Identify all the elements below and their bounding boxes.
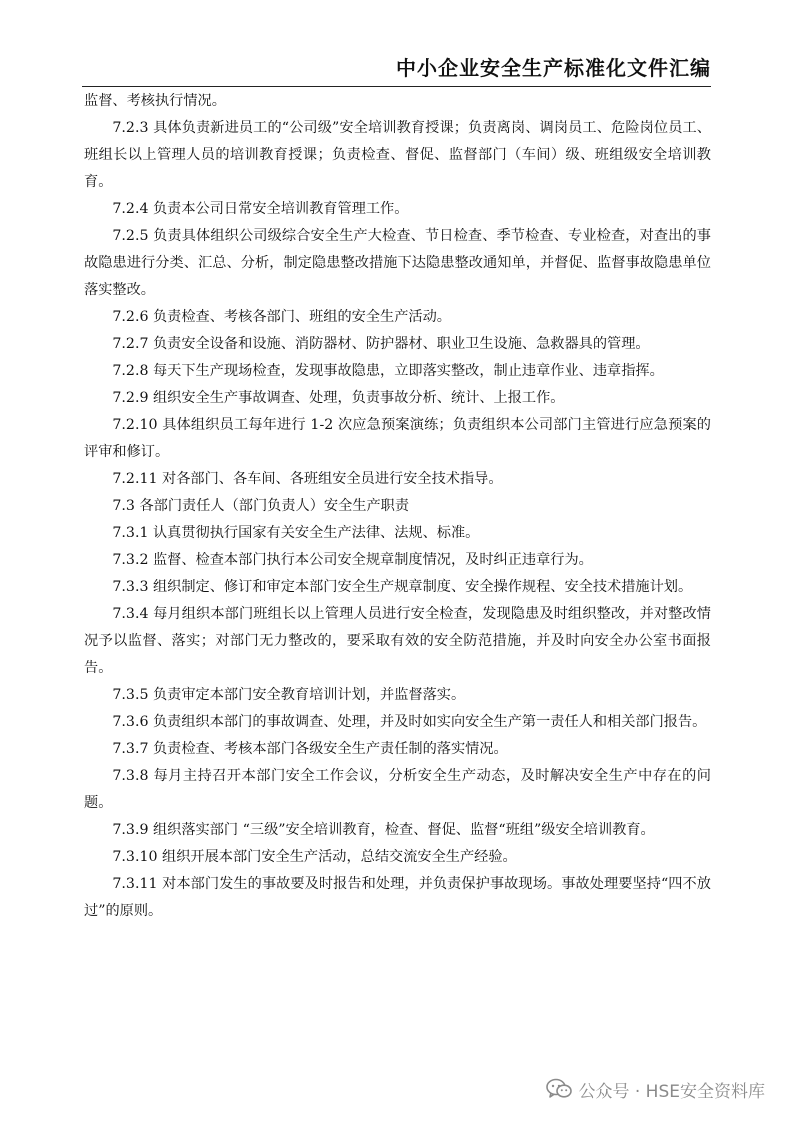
wechat-icon <box>546 1078 572 1100</box>
page-header <box>82 54 711 87</box>
paragraph-7-2-3: 7.2.3 具体负责新进员工的“公司级”安全培训教育授课；负责离岗、调岗员工、危险岗位员工、班组长以上管理人员的培训教育授课；负责检查、督促、监督部门（车间）级、班组级安全培训教育。 <box>84 120 711 190</box>
document-body <box>84 88 711 925</box>
paragraph-7-3-2: 7.3.2 监督、检查本部门执行本公司安全规章制度情况，及时纠正违章行为。 <box>112 552 593 568</box>
paragraph-7-3-11: 7.3.11 对本部门发生的事故要及时报告和处理，并负责保护事故现场。事故处理要坚持“四不放过”的原则。 <box>84 876 711 919</box>
watermark <box>546 1075 765 1103</box>
paragraph-7-2-9: 7.2.9 组织安全生产事故调查、处理，负责事故分析、统计、上报工作。 <box>112 390 565 406</box>
section-heading-7-3: 7.3 各部门责任人（部门负责人）安全生产职责 <box>112 498 410 514</box>
watermark-text: 公众号 · HSE安全资料库 <box>578 1081 765 1102</box>
paragraph-7-3-9: 7.3.9 组织落实部门 “三级”安全培训教育，检查、督促、监督“班组”级安全培训教育。 <box>112 822 655 838</box>
paragraph-7-2-8: 7.2.8 每天下生产现场检查，发现事故隐患，立即落实整改，制止违章作业、违章指挥。 <box>112 363 664 379</box>
paragraph-7-3-7: 7.3.7 负责检查、考核本部门各级安全生产责任制的落实情况。 <box>112 741 508 757</box>
document-title: 中小企业安全生产标准化文件汇编 <box>396 56 711 80</box>
paragraph-7-3-1: 7.3.1 认真贯彻执行国家有关安全生产法律、法规、标准。 <box>112 525 480 541</box>
paragraph-7-3-6: 7.3.6 负责组织本部门的事故调查、处理，并及时如实向安全生产第一责任人和相关部门报告。 <box>112 714 707 730</box>
paragraph-7-3-3: 7.3.3 组织制定、修订和审定本部门安全生产规章制度、安全操作规程、安全技术措施计划。 <box>112 579 693 595</box>
paragraph-7-3-5: 7.3.5 负责审定本部门安全教育培训计划，并监督落实。 <box>112 687 466 703</box>
paragraph-7-2-7: 7.2.7 负责安全设备和设施、消防器材、防护器材、职业卫生设施、急救器具的管理。 <box>112 336 650 352</box>
paragraph-7-2-6: 7.2.6 负责检查、考核各部门、班组的安全生产活动。 <box>112 309 451 325</box>
paragraph-7-3-10: 7.3.10 组织开展本部门安全生产活动，总结交流安全生产经验。 <box>112 849 517 865</box>
paragraph-continuation: 监督、考核执行情况。 <box>84 93 226 109</box>
paragraph-7-3-4: 7.3.4 每月组织本部门班组长以上管理人员进行安全检查，发现隐患及时组织整改，并对整改情况予以监督、落实；对部门无力整改的，要采取有效的安全防范措施，并及时向安全办公室书面报告。 <box>84 606 711 676</box>
paragraph-7-2-10: 7.2.10 具体组织员工每年进行 1-2 次应急预案演练；负责组织本公司部门主管进行应急预案的评审和修订。 <box>84 417 711 460</box>
paragraph-7-2-11: 7.2.11 对各部门、各车间、各班组安全员进行安全技术指导。 <box>112 471 503 487</box>
paragraph-7-3-8: 7.3.8 每月主持召开本部门安全工作会议，分析安全生产动态，及时解决安全生产中存在的问题。 <box>84 768 711 811</box>
paragraph-7-2-5: 7.2.5 负责具体组织公司级综合安全生产大检查、节日检查、季节检查、专业检查，对查出的事故隐患进行分类、汇总、分析，制定隐患整改措施下达隐患整改通知单，并督促、监督事故隐患单位落实整改。 <box>84 228 711 298</box>
paragraph-7-2-4: 7.2.4 负责本公司日常安全培训教育管理工作。 <box>112 201 409 217</box>
